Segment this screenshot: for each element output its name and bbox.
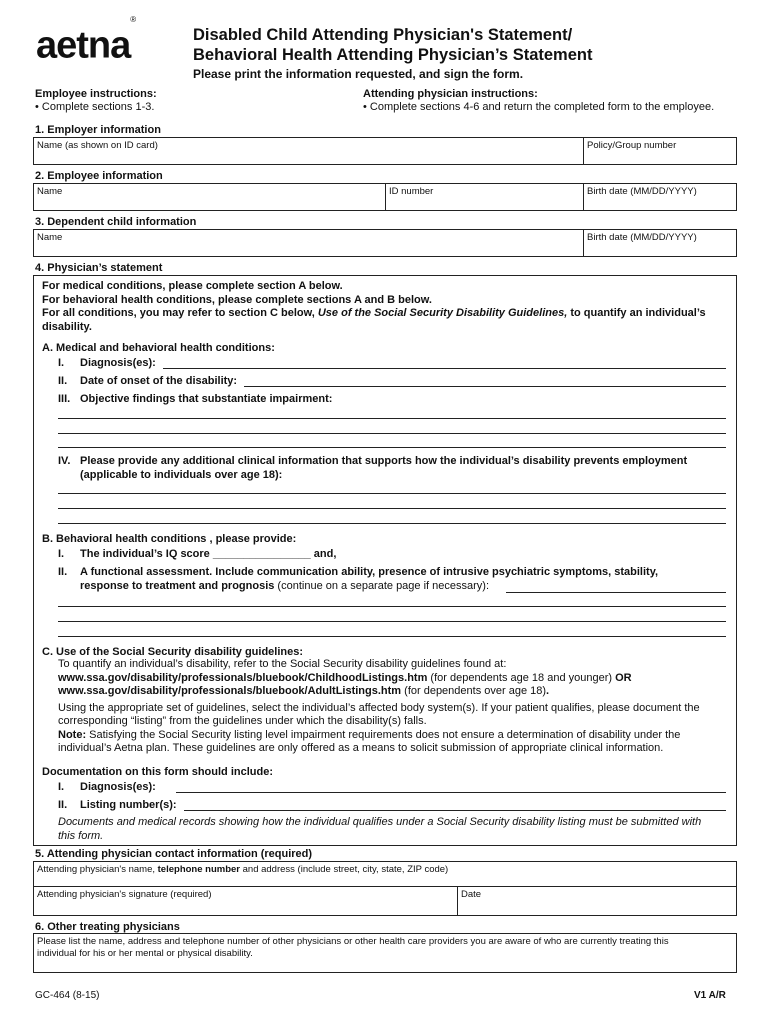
form-number: GC-464 (8-15) bbox=[35, 990, 100, 1001]
signature-date-field[interactable]: Date bbox=[457, 887, 736, 915]
employee-birth-date-field[interactable]: Birth date (MM/DD/YYYY) bbox=[583, 184, 736, 210]
diagnosis-input-line[interactable] bbox=[163, 368, 726, 369]
section-b-heading: B. Behavioral health conditions , please provide: bbox=[42, 533, 297, 545]
additional-info-input-line-2[interactable] bbox=[58, 508, 726, 509]
section-a-diagnosis-label: Diagnosis(es): bbox=[80, 357, 156, 369]
section-b-iq-label: The individual’s IQ score ________________ and, bbox=[80, 548, 337, 560]
section-6-heading: 6. Other treating physicians bbox=[35, 921, 180, 933]
employer-info-box bbox=[33, 137, 737, 165]
assessment-input-line-1[interactable] bbox=[58, 606, 726, 607]
policy-group-number-field[interactable]: Policy/Group number bbox=[583, 138, 736, 164]
documentation-diagnosis-input-line[interactable] bbox=[176, 792, 726, 793]
assessment-input-line-2[interactable] bbox=[58, 621, 726, 622]
section-a-ii-number: II. bbox=[58, 375, 68, 387]
employee-id-field[interactable]: ID number bbox=[385, 184, 583, 210]
section-a-iv-number: IV. bbox=[58, 455, 71, 467]
section-c-heading: C. Use of the Social Security disability guidelines: bbox=[42, 646, 304, 658]
section-a-additional-info-label: Please provide any additional clinical information that supports how the individual’s disability prevents employment (applicable to individuals over age 18): bbox=[80, 455, 688, 481]
physician-instructions-text: • Complete sections 4-6 and return the completed form to the employee. bbox=[363, 101, 715, 113]
findings-input-line-1[interactable] bbox=[58, 418, 726, 419]
section-a-onset-label: Date of onset of the disability: bbox=[80, 375, 238, 387]
employee-info-box bbox=[33, 183, 737, 211]
employee-name-field[interactable]: Name bbox=[37, 186, 63, 197]
section-5-heading: 5. Attending physician contact information (required) bbox=[35, 848, 313, 860]
section-c-body: To quantify an individual’s disability, refer to the Social Security disability guidelines found at: www.ssa.gov/disability/professionals/bluebook/ChildhoodListings.htm (for dependents age 18 and younger) OR www.ssa.gov/disability/professionals/bluebook/AdultListings.htm (for dependents over age 18). Using the appropriate set of guidelines, select the individual’s affected body system(s). If your patient qualifies, please document the corresponding “listing” from the guidelines under which the disability(s) falls. Note: Satisfying the Social Security listing level impairment requirements does not ensure a determination of disability under the individual’s Aetna plan. These guidelines are only offered as a means to solicit submission of appropriate clinical information. bbox=[58, 658, 700, 754]
employee-instructions-heading: Employee instructions: bbox=[35, 88, 157, 100]
documentation-listing-label: Listing number(s): bbox=[80, 799, 177, 811]
section-a-iii-number: III. bbox=[58, 393, 71, 405]
section-b-i-number: I. bbox=[58, 548, 65, 560]
section-3-heading: 3. Dependent child information bbox=[35, 216, 197, 228]
other-physicians-field[interactable]: Please list the name, address and telephone number of other physicians or other health care providers you are aware of who are currently treating this individual for his or her mental or physical disability. bbox=[33, 933, 737, 973]
documentation-i-number: I. bbox=[58, 781, 65, 793]
documentation-ii-number: II. bbox=[58, 799, 68, 811]
physician-instructions-heading: Attending physician instructions: bbox=[363, 88, 538, 100]
aetna-logo: aetna® bbox=[36, 15, 136, 67]
form-subtitle: Please print the information requested, and sign the form. bbox=[193, 67, 524, 81]
section-a-findings-label: Objective findings that substantiate impairment: bbox=[80, 393, 333, 405]
dependent-info-box bbox=[33, 229, 737, 257]
findings-input-line-2[interactable] bbox=[58, 433, 726, 434]
section-2-heading: 2. Employee information bbox=[35, 170, 163, 182]
employee-instructions-text: • Complete sections 1-3. bbox=[35, 101, 155, 113]
physician-contact-field[interactable]: Attending physician's name, telephone number and address (include street, city, state, ZIP code) bbox=[33, 861, 737, 887]
assessment-input-line-0[interactable] bbox=[506, 592, 726, 593]
physician-signature-field[interactable]: Attending physician's signature (required) bbox=[37, 889, 212, 900]
section-4-heading: 4. Physician’s statement bbox=[35, 262, 163, 274]
signature-row bbox=[33, 886, 737, 916]
documentation-note: Documents and medical records showing how the individual qualifies under a Social Security disability listing must be submitted with this form. bbox=[58, 816, 702, 842]
employer-name-field[interactable]: Name (as shown on ID card) bbox=[37, 140, 158, 151]
additional-info-input-line-1[interactable] bbox=[58, 493, 726, 494]
section-a-i-number: I. bbox=[58, 357, 65, 369]
section-4-intro: For medical conditions, please complete section A below. For behavioral health conditions, please complete sections A and B below. For all conditions, you may refer to section C below, Use of the Social Security Disability Guidelines, to quantify an individual’s disability. bbox=[42, 280, 706, 333]
documentation-diagnosis-label: Diagnosis(es): bbox=[80, 781, 156, 793]
section-1-heading: 1. Employer information bbox=[35, 124, 161, 136]
section-a-heading: A. Medical and behavioral health conditions: bbox=[42, 342, 275, 354]
additional-info-input-line-3[interactable] bbox=[58, 523, 726, 524]
adult-listings-link[interactable]: www.ssa.gov/disability/professionals/bluebook/AdultListings.htm bbox=[58, 685, 402, 697]
findings-input-line-3[interactable] bbox=[58, 447, 726, 448]
assessment-input-line-3[interactable] bbox=[58, 636, 726, 637]
section-b-assessment-label: A functional assessment. Include communication ability, presence of intrusive psychiatric symptoms, stability, response to treatment and prognosis (continue on a separate page if necessary): bbox=[80, 566, 659, 592]
documentation-heading: Documentation on this form should include: bbox=[42, 766, 273, 778]
section-b-ii-number: II. bbox=[58, 566, 68, 578]
form-version: V1 A/R bbox=[694, 990, 726, 1001]
dependent-name-field[interactable]: Name bbox=[37, 232, 63, 243]
childhood-listings-link[interactable]: www.ssa.gov/disability/professionals/bluebook/ChildhoodListings.htm bbox=[58, 671, 428, 684]
dependent-birth-date-field[interactable]: Birth date (MM/DD/YYYY) bbox=[583, 230, 736, 256]
listing-number-input-line[interactable] bbox=[184, 810, 726, 811]
onset-date-input-line[interactable] bbox=[244, 386, 726, 387]
form-title: Disabled Child Attending Physician's Statement/ Behavioral Health Attending Physician’s Statement bbox=[193, 26, 593, 64]
